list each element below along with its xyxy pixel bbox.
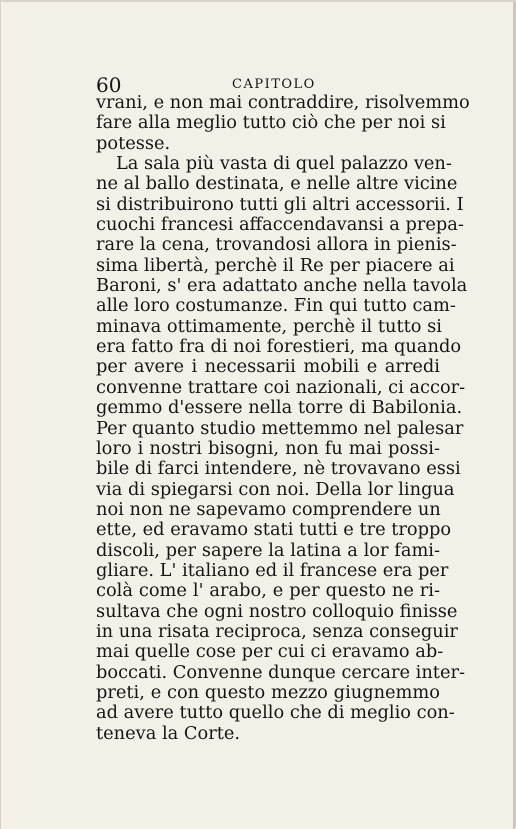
- right-page-edge: [513, 2, 515, 829]
- text-line: minava ottimamente, perchè il tutto si: [96, 315, 442, 337]
- text-line: si distribuirono tutti gli altri accessorii. I: [96, 193, 464, 215]
- text-line: discoli, per sapere la latina a lor fami-: [96, 539, 440, 561]
- text-line: ette, ed eravamo stati tutti e tre troppo: [96, 519, 452, 541]
- text-line: potesse.: [96, 132, 171, 154]
- text-line: rare la cena, trovandosi allora in pienis-: [96, 234, 457, 256]
- text-line: colà come l' arabo, e per questo ne ri-: [96, 580, 440, 602]
- text-line: ne al ballo destinata, e nelle altre vicine: [96, 173, 458, 195]
- chapter-heading: CAPITOLO: [232, 77, 316, 92]
- paragraph-start-line: La sala più vasta di quel palazzo ven-: [116, 153, 452, 175]
- text-line: Per quanto studio mettemmo nel palesar: [96, 417, 464, 439]
- text-line: sima libertà, perchè il Re per piacere ai: [96, 254, 455, 276]
- text-line: ad avere tutto quello che di meglio con-: [96, 702, 455, 724]
- text-line: loro i nostri bisogni, non fu mai possi-: [96, 437, 440, 459]
- text-line: preti, e con questo mezzo giugnemmo: [96, 681, 440, 703]
- text-line: era fatto fra di noi forestieri, ma quando: [96, 336, 462, 358]
- page-number: 60: [96, 73, 122, 97]
- text-line: Baroni, s' era adattato anche nella tavola: [96, 275, 468, 297]
- text-line: in una risata reciproca, senza conseguir: [96, 620, 458, 642]
- text-line: alle loro costumanze. Fin qui tutto cam-: [96, 295, 456, 317]
- text-line: sultava che ogni nostro colloquio finisse: [96, 600, 458, 622]
- text-line: boccati. Convenne dunque cercare inter-: [96, 661, 465, 683]
- text-line: cuochi francesi affaccendavansi a prepa-: [96, 214, 464, 236]
- text-line: gliare. L' italiano ed il francese era per: [96, 559, 449, 581]
- body-text: [96, 92, 470, 744]
- text-line: via di spiegarsi con noi. Della lor lingua: [96, 478, 455, 500]
- left-page-edge: [0, 2, 1, 829]
- text-line: bile di farci intendere, nè trovavano essi: [96, 458, 461, 480]
- text-line: noi non ne sapevamo comprendere un: [96, 498, 441, 520]
- text-line: teneva la Corte.: [96, 722, 241, 744]
- text-line: gemmo d'essere nella torre di Babilonia.: [96, 397, 463, 419]
- text-line: mai quelle cose per cui ci eravamo ab-: [96, 641, 444, 663]
- text-line: convenne trattare coi nazionali, ci accor-: [96, 376, 466, 398]
- text-line: fare alla meglio tutto ciò che per noi si: [96, 112, 446, 134]
- text-line: per avere i necessarii mobili e arredi: [96, 356, 440, 378]
- text-line: vrani, e non mai contraddire, risolvemmo: [96, 92, 470, 113]
